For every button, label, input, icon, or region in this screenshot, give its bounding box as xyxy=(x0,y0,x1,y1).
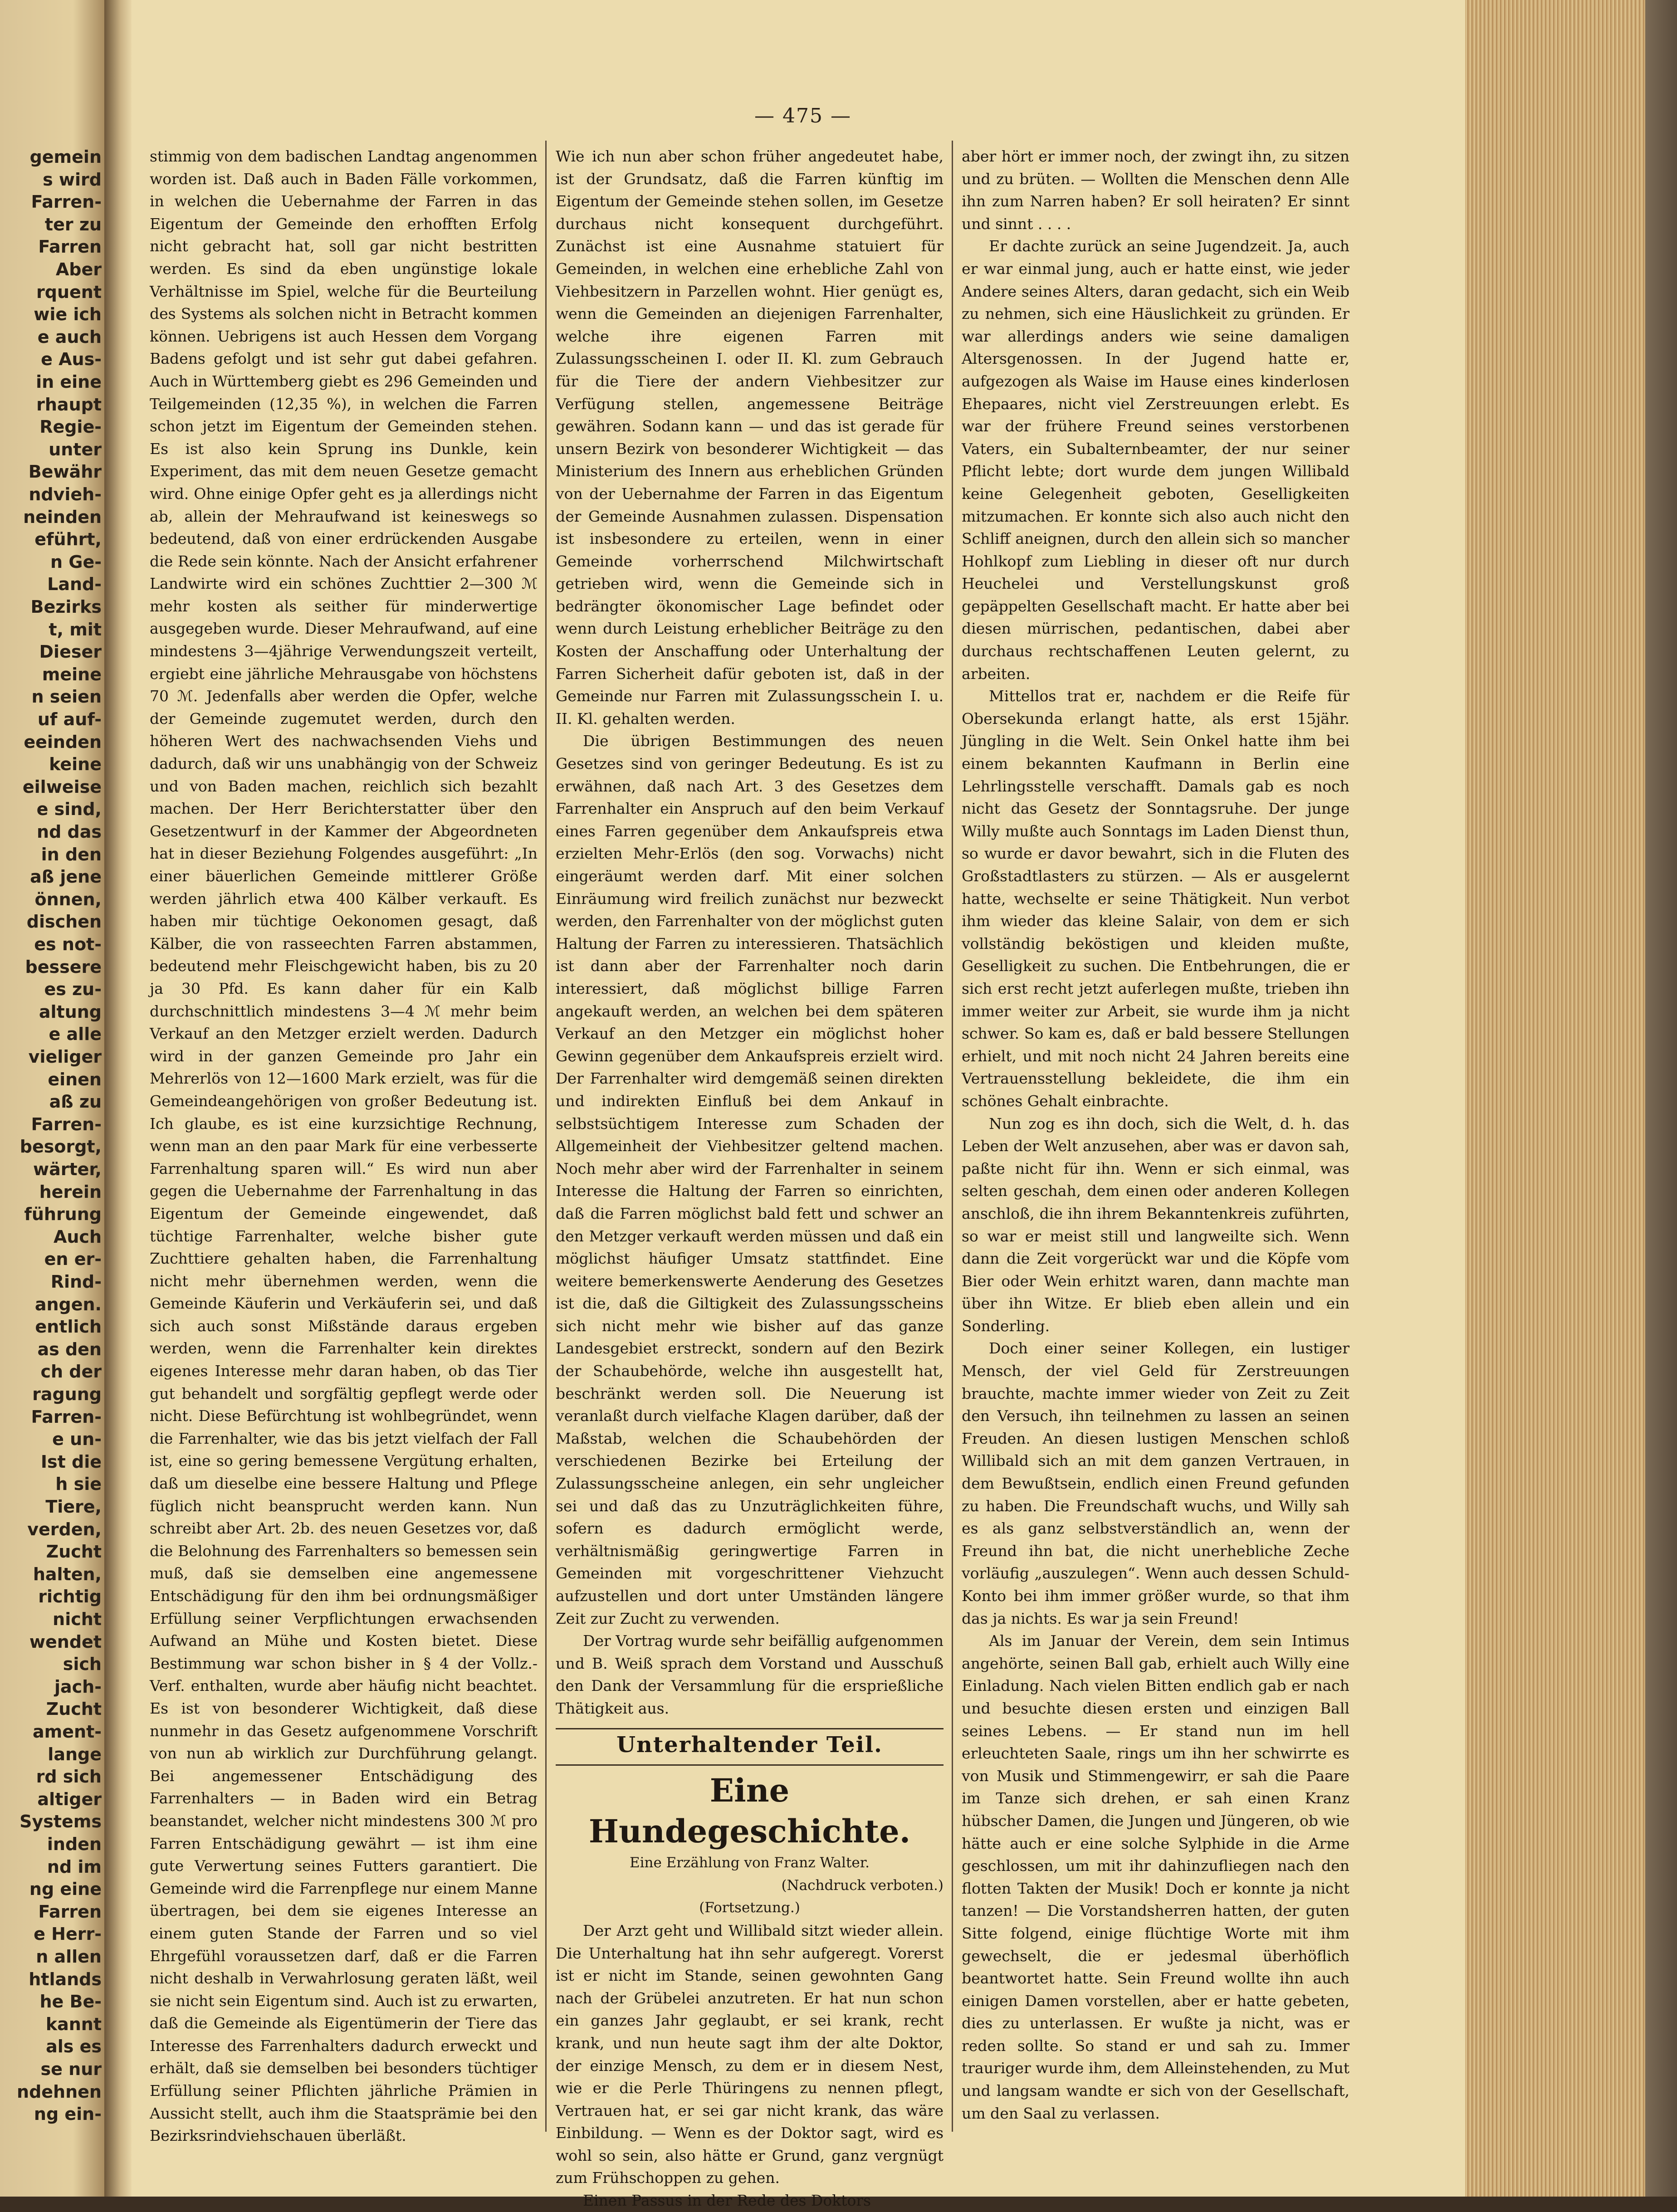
facing-page-fragment: neinden xyxy=(23,507,102,527)
reprint-note: (Nachdruck verboten.) xyxy=(781,1877,944,1894)
facing-page-fragment: aß zu xyxy=(49,1092,102,1112)
facing-page-fragment: wendet xyxy=(29,1631,102,1652)
newspaper-page xyxy=(132,0,1465,2210)
facing-page-fragment: nd im xyxy=(47,1856,102,1877)
facing-page-fragment: in eine xyxy=(36,372,102,392)
facing-page-fragment: inden xyxy=(47,1834,102,1854)
facing-page-fragment: Regie- xyxy=(39,417,102,437)
facing-page-fragment: ch der xyxy=(40,1362,102,1382)
facing-page-fragment: Zucht xyxy=(46,1542,102,1562)
facing-page-fragment: Ist die xyxy=(40,1451,102,1472)
facing-page-fragment: herein xyxy=(39,1182,102,1202)
facing-page-fragment: rd sich xyxy=(36,1767,102,1787)
facing-page-fragment: ter zu xyxy=(44,214,102,234)
facing-page-fragment: önnen, xyxy=(34,889,102,909)
paragraph: Wie ich nun aber schon früher angedeutet habe, ist der Grundsatz, daß die Farren künftig im Eigentum der Gemeinde stehen sollen, im Gesetze durchaus nicht konsequent durchgeführt. Zunächst ist eine Ausnahme statuiert für Gemeinden, in welchen eine erhebliche Zahl von Viehbesitzern in Parzellen wohnt. Hier genügt es, wenn die Gemeinden an diejenigen Farrenhalter, welche ihre eigenen Farren mit Zulassungsscheinen I. oder II. Kl. zum Gebrauch für die Tiere der andern Viehbesitzer zur Verfügung stellen, angemessene Beiträge gewähren. Sodann kann — und das ist gerade für unsern Bezirk von besonderer Wichtigkeit — das Ministerium des Innern aus erheblichen Gründen von der Uebernahme der Farren in das Eigentum der Gemeinde Ausnahmen zulassen. Dispensation ist insbesondere zu erteilen, wenn in einer Gemeinde vorherrschend Milchwirtschaft getrieben wird, wenn die Gemeinde sich in bedrängter ökonomischer Lage befindet oder wenn durch Leistung erheblicher Beiträge zu den Kosten der Anschaffung oder Unterhaltung der Farren Sicherheit dafür geboten ist, daß in der Gemeinde nur Farren mit Zulassungsschein I. u. II. Kl. gehalten werden. xyxy=(556,147,944,728)
facing-page-fragment: Aber xyxy=(55,259,102,279)
facing-page-fragment: wie ich xyxy=(34,304,102,325)
facing-page-fragment: e un- xyxy=(52,1429,102,1450)
paragraph: Einen Passus in der Rede des Doktors xyxy=(583,2192,871,2210)
facing-page-fragment: vieliger xyxy=(28,1047,102,1067)
facing-page-fragment: es zu- xyxy=(44,979,102,1000)
column-rule xyxy=(545,141,547,2132)
facing-page-fragment: Dieser xyxy=(39,642,102,662)
facing-page-fragment: kannt xyxy=(45,2014,102,2034)
facing-page-fragment: bessere xyxy=(25,957,102,977)
paragraph: Als im Januar der Verein, dem sein Intimus angehörte, seinen Ball gab, erhielt auch Willy eine Einladung. Nach vielen Bitten endlich gab er nach und besuchte diesen ersten und einzigen Ball seines Lebens. — Er stand nun im hell erleuchteten Saale, rings um ihn her schwirrte es von Musik und Stimmengewirr, er sah die Paare im Tanze sich drehen, er sah einen Kranz hübscher Damen, die Jungen und Jüngeren, ob wie hätte auch er eine solche Sylphide in die Arme geschlossen, um mit ihr dahinzufliegen nach den flotten Takten der Musik! Doch er konnte ja nicht tanzen! — Die Vorstandsherren hatten, der guten Sitte folgend, einige flüchtige Worte mit ihm gewechselt, die er jedesmal überhöflich beantwortet hatte. Sein Freund wollte ihn auch einigen Damen vorstellen, aber er hatte gebeten, dies zu unterlassen. Er wußte ja nicht, was er reden sollte. So stand er und sah zu. Immer trauriger wurde ihm, dem Alleinstehenden, zu Mut und langsam wandte er sich von der Gesellschaft, um den Saal zu verlassen. xyxy=(962,1632,1349,2122)
facing-page-fragment: Farren- xyxy=(31,192,102,212)
paragraph: Nun zog es ihn doch, sich die Welt, d. h. das Leben der Welt anzusehen, aber was er davon sah, paßte nicht für ihn. Wenn er sich einmal, was selten geschah, dem einen oder anderen Kollegen anschloß, die ihn ihrem Bekanntenkreis zuführten, so war er meist still und langweilte sich. Wenn dann die Zeit vorgerückt war und die Köpfe vom Bier oder Wein erhitzt waren, dann machte man über ihn Witze. Er blieb eben allein und ein Sonderling. xyxy=(962,1114,1349,1335)
book-page-stack xyxy=(1465,0,1677,2197)
facing-page-fragment: e auch xyxy=(37,327,102,347)
facing-page-fragment: Farren xyxy=(38,237,102,257)
facing-page-fragment: verden, xyxy=(27,1519,102,1539)
facing-page-fragment: e alle xyxy=(49,1024,102,1045)
facing-page-fragment: es not- xyxy=(34,934,102,954)
facing-page-fragment: dischen xyxy=(26,912,102,932)
facing-page-fragment: angen. xyxy=(34,1294,102,1314)
paragraph: Er dachte zurück an seine Jugendzeit. Ja, auch er war einmal jung, auch er hatte einst, wie jeder Andere seines Alters, daran gedacht, sich ein Weib zu nehmen, sich eine Häuslichkeit zu gründen. Er war allerdings anders wie seine damaligen Altersgenossen. In der Jugend hatte er, aufgezogen als Waise im Hause eines kinderlosen Ehepaares, nicht viel Zerstreuungen erlebt. Es war der frühere Freund seines verstorbenen Vaters, ein Subalternbeamter, der nur seiner Pflicht lebte; dort wurde dem jungen Willibald keine Gelegenheit geboten, Geselligkeiten mitzumachen. Er konnte sich also auch nicht den Schliff aneignen, durch den allein sich so mancher Hohlkopf zum Liebling in dieser oft nur durch Heuchelei und Verstellungskunst groß gepäppelten Gesellschaft macht. Er hatte aber bei diesen mürrischen, pedantischen, dabei aber durchaus rechtschaffenen Leuten gelernt, zu arbeiten. xyxy=(962,237,1349,683)
facing-page-fragment: in den xyxy=(41,844,102,864)
facing-page-fragment: Rind- xyxy=(50,1272,102,1292)
facing-page-fragment: eilweise xyxy=(22,776,102,797)
facing-page-edge xyxy=(0,0,104,2197)
column-3 xyxy=(962,145,1349,2132)
facing-page-fragment: se nur xyxy=(40,2059,102,2079)
facing-page-fragment: s wird xyxy=(43,169,102,190)
facing-page-fragment: Auch xyxy=(53,1226,102,1247)
facing-page-fragment: n allen xyxy=(36,1947,102,1967)
facing-page-fragment: sich xyxy=(63,1654,102,1675)
paragraph: Die übrigen Bestimmungen des neuen Gesetzes sind von geringer Bedeutung. Es ist zu erwähnen, daß nach Art. 3 des Gesetzes dem Farrenhalter ein Anspruch auf den beim Verkauf eines Farren gegenüber dem Ankaufspreis etwa erzielten Mehr-Erlös (den sog. Vorwachs) nicht eingeräumt werden darf. Mit einer solchen Einräumung wird freilich zunächst nur bezweckt werden, den Farrenhalter von der möglichst guten Haltung der Farren zu interessieren. Thatsächlich ist dann aber der Farrenhalter noch darin interessiert, daß möglichst billige Farren angekauft werden, an welchen bei dem späteren Verkauf an den Metzger ein möglichst hoher Gewinn gegenüber dem Ankaufspreis erzielt wird. Der Farrenhalter wird demgemäß seinen direkten und indirekten Einfluß bei dem Ankauf in selbstsüchtigem Interesse zum Schaden der Allgemeinheit der Viehbesitzer geltend machen. Noch mehr aber wird der Farrenhalter in seinem Interesse die Haltung der Farren so einrichten, daß die Farren möglichst bald fett und schwer an den Metzger verkauft werden müssen und daß ein möglichst häufiger Umsatz stattfindet. Eine weitere bemerkenswerte Aenderung des Gesetzes ist die, daß die Giltigkeit des Zulassungsscheins sich nicht mehr wie bisher auf das ganze Landesgebiet erstreckt, sondern auf den Bezirk der Schaubehörde, welche ihn ausgestellt hat, beschränkt werden soll. Die Neuerung ist veranlaßt durch vielfache Klagen darüber, daß der Maßstab, welchen die Schaubehörden der verschiedenen Bezirke bei Erteilung der Zulassungsscheine anlegen, ein sehr ungleicher sei und daß das zu Unzuträglichkeiten führe, sofern es dadurch ermöglicht werde, verhältnismäßig geringwertige Farren in Gemeinden mit vorgeschrittener Viehzucht aufzustellen und dort unter Umständen längere Zeit zur Zucht zu verwenden. xyxy=(556,732,944,1627)
column-rule xyxy=(952,141,953,2132)
facing-page-fragment: ragung xyxy=(32,1384,102,1404)
facing-page-fragment: Systems xyxy=(20,1812,102,1832)
facing-page-fragment: altiger xyxy=(37,1789,102,1809)
facing-page-fragment: en er- xyxy=(44,1249,102,1270)
facing-page-fragment: rquent xyxy=(36,282,102,302)
facing-page-fragment: Farren- xyxy=(31,1406,102,1427)
section-title: Unterhaltender Teil. xyxy=(616,1732,883,1758)
facing-page-fragment: n Ge- xyxy=(50,552,102,572)
facing-page-fragment: eeinden xyxy=(24,732,102,752)
facing-page-fragment: wärter, xyxy=(33,1159,102,1179)
section-divider xyxy=(556,1728,944,1729)
column-1 xyxy=(150,145,538,2145)
facing-page-fragment: rhaupt xyxy=(36,394,102,415)
facing-page-fragment: halten, xyxy=(33,1564,102,1584)
facing-page-fragment: as den xyxy=(37,1339,102,1359)
facing-page-fragment: richtig xyxy=(38,1587,102,1607)
facing-page-fragment: ng ein- xyxy=(34,2104,102,2124)
facing-page-fragment: ng eine xyxy=(29,1879,102,1899)
book-cover-edge xyxy=(1645,0,1677,2197)
facing-page-fragment: he Be- xyxy=(39,1992,102,2012)
facing-page-fragment: meine xyxy=(42,664,102,684)
facing-page-fragment: nd das xyxy=(37,822,102,842)
story-title: Eine Hundegeschichte. xyxy=(588,1772,911,1851)
facing-page-fragment: einen xyxy=(48,1069,102,1089)
facing-page-fragment: e Aus- xyxy=(41,349,102,370)
facing-page-fragment: ndvieh- xyxy=(29,484,102,504)
facing-page-fragment: Bezirks xyxy=(30,597,102,617)
facing-page-fragment: unter xyxy=(49,439,102,459)
facing-page-fragment: uf auf- xyxy=(37,709,102,729)
facing-page-fragment: ament- xyxy=(33,1722,102,1742)
facing-page-fragment: Bewähr xyxy=(28,462,102,482)
paragraph: Mittellos trat er, nachdem er die Reife für Obersekunda erlangt hatte, als erst 15jähr. Jüngling in die Welt. Sein Onkel hatte ihm bei einem bekannten Kaufmann in Berlin eine Lehrlingsstelle verschafft. Damals gab es noch nicht das Gesetz der Sonntagsruhe. Der junge Willy mußte auch Sonntags im Laden Dienst thun, so wurde er davor bewahrt, sich in die Fluten des Großstadtlasters zu stürzen. — Als er ausgelernt hatte, wechselte er seine Thätigkeit. Nun verbot ihm wieder das kleine Salair, von dem er sich vollständig beköstigen und kleiden mußte, Geselligkeit zu suchen. Die Entbehrungen, die er sich erst recht jetzt auferlegen mußte, trieben ihn immer weiter zur Arbeit, sie wurde ihm ja nicht schwer. So kam es, daß er bald bessere Stellungen erhielt, und mit noch nicht 24 Jahren bereits eine Vertrauensstellung bekleidete, die ihm ein schönes Gehalt einbrachte. xyxy=(962,687,1349,1110)
facing-page-fragment: altung xyxy=(39,1001,102,1022)
facing-page-fragment: gemein xyxy=(29,147,102,167)
facing-page-fragment: eführt, xyxy=(34,529,102,550)
paragraph: stimmig von dem badischen Landtag angenommen worden ist. Daß auch in Baden Fälle vorkommen, in welchen die Uebernahme der Farren in das Eigentum der Gemeinde den erhofften Erfolg nicht gebracht hat, soll gar nicht bestritten werden. Es sind da eben ungünstige lokale Verhältnisse im Spiel, welche für die Beurteilung des Systems als solchen nicht in Betracht kommen können. Uebrigens ist auch Hessen dem Vorgang Badens gefolgt und ist sehr gut dabei gefahren. Auch in Württemberg giebt es 296 Gemeinden und Teilgemeinden (12,35 %), in welchen die Farren schon jetzt im Eigentum der Gemeinden stehen. Es ist also kein Sprung ins Dunkle, kein Experiment, das mit dem neuen Gesetze gemacht wird. Ohne einige Opfer geht es ja allerdings nicht ab, allein der Mehraufwand ist keineswegs so bedeutend, daß von einer erdrückenden Ausgabe die Rede sein könnte. Nach der Ansicht erfahrener Landwirte wird ein schönes Zuchttier 2—300 ℳ mehr kosten als seither für minderwertige ausgegeben wurde. Dieser Mehraufwand, auf eine mindestens 3—4jährige Verwendungszeit verteilt, ergiebt eine jährliche Mehrausgabe von höchstens 70 ℳ. Jedenfalls aber werden die Opfer, welche der Gemeinde zugemutet werden, durch den höheren Wert des nachwachsenden Viehs und dadurch, daß wir uns unabhängig von der Schweiz und von Baden machen, reichlich sich bezahlt machen. Der Herr Berichterstatter über den Gesetzentwurf in der Kammer der Abgeordneten hat in dieser Beziehung Folgendes ausgeführt: „In einer bäuerlichen Gemeinde mittlerer Größe werden jährlich etwa 400 Kälber verkauft. Es haben mir tüchtige Oekonomen gesagt, daß Kälber, die von rasseechten Farren abstammen, bedeutend mehr Fleischgewicht haben, bis zu 20 ja 30 Pfd. Es kann daher für ein Kalb durchschnittlich mindestens 3—4 ℳ mehr beim Verkauf an den Metzger erzielt werden. Dadurch wird in der ganzen Gemeinde pro Jahr ein Mehrerlös von 12—1600 Mark erzielt, was für die Gemeindeangehörigen von großer Bedeutung ist. Ich glaube, es ist eine kurzsichtige Rechnung, wenn man an den paar Mark für eine verbesserte Farrenhaltung sparen will.“ Es wird nun aber gegen die Uebernahme der Farrenhaltung in das Eigentum der Gemeinde eingewendet, daß tüchtige Farrenhalter, welche bisher gute Zuchttiere gehalten haben, die Farrenhaltung nicht mehr übernehmen werden, wenn die Gemeinde Käuferin und Verkäuferin sei, und daß sich auch sonst Mißstände daraus ergeben werden, wenn die Farrenhalter kein direktes eigenes Interesse mehr daran haben, ob das Tier gut behandelt und sorgfältig gepflegt werde oder nicht. Diese Befürchtung ist wohlbegründet, wenn die Farrenhalter, wie das bis jetzt vielfach der Fall ist, eine so gering bemessene Vergütung erhalten, daß um dieselbe eine bessere Haltung und Pflege füglich nicht beansprucht werden kann. Nun schreibt aber Art. 2b. des neuen Gesetzes vor, daß die Belohnung des Farrenhalters so bemessen sein muß, daß sie demselben eine angemessene Entschädigung für den ihm bei ordnungsmäßiger Erfüllung seiner Verpflichtungen erwachsenden Aufwand an Mühe und Kosten bietet. Diese Bestimmung war schon bisher in § 4 der Vollz.-Verf. enthalten, wurde aber häufig nicht beachtet. Es ist von besonderer Wichtigkeit, daß diese nunmehr in das Gesetz aufgenommene Vorschrift von nun ab wirklich zur Durchführung gelangt. Bei angemessener Entschädigung des Farrenhalters — in Baden wird ein Betrag beanstandet, welcher nicht mindestens 300 ℳ pro Farren Entschädigung gewährt — ist ihm eine gute Verwertung seines Futters garantiert. Die Gemeinde wird die Farrenpflege nur einem Manne übertragen, bei dem sie eigenes Interesse an einem guten Stande der Farren und so viel Ehrgefühl voraussetzen darf, daß er die Farren nicht deshalb in Verwahrlosung geraten läßt, weil sie nicht sein Eigentum sind. Auch ist zu erwarten, daß die Gemeinde als Eigentümerin der Tiere das Interesse des Farrenhalters dadurch erweckt und erhält, daß sie demselben bei besonders tüchtiger Erfüllung seiner Pflichten jährliche Prämien in Aussicht stellt, auch ihm die Staatsprämie bei den Bezirksrindviehschauen überläßt. xyxy=(150,147,538,2145)
book-gutter xyxy=(104,0,132,2197)
facing-page-fragment: n seien xyxy=(31,687,102,707)
facing-page-fragment: als es xyxy=(46,2036,102,2057)
facing-page-fragment: lange xyxy=(48,1744,102,1764)
facing-page-fragment: ndehnen xyxy=(17,2081,102,2102)
facing-page-fragment: e sind, xyxy=(36,799,102,820)
facing-page-fragment: nicht xyxy=(53,1609,102,1629)
facing-page-fragment: besorgt, xyxy=(20,1137,102,1157)
facing-page-fragment: führung xyxy=(24,1204,102,1225)
facing-page-fragment: Tiere, xyxy=(45,1497,102,1517)
facing-page-fragment: h sie xyxy=(55,1474,102,1494)
column-2 xyxy=(556,145,944,2210)
facing-page-fragment: Farren xyxy=(38,1901,102,1922)
paragraph: Der Arzt geht und Willibald sitzt wieder allein. Die Unterhaltung hat ihn sehr aufgeregt. Vorerst ist er nicht im Stande, seinen gewohnten Gang nach der Grübelei anzutreten. Er hat nun schon ein ganzes Jahr geglaubt, er sei krank, recht krank, und nun heute sagt ihm der alte Doktor, der einzige Mensch, zu dem er in diesem Nest, wie er die Perle Thüringens zu nennen pflegt, Vertrauen hat, er sei gar nicht krank, das wäre Einbildung. — Wenn es der Doktor sagt, wird es wohl so sein, also hätte er Grund, ganz vergnügt zum Frühschoppen zu gehen. xyxy=(556,1921,944,2187)
paragraph: Der Vortrag wurde sehr beifällig aufgenommen und B. Weiß sprach dem Vorstand und Ausschuß den Dank der Versammlung für die ersprießliche Thätigkeit aus. xyxy=(556,1632,944,1717)
facing-page-fragment: htlands xyxy=(29,1969,102,1989)
byline: Eine Erzählung von Franz Walter. xyxy=(629,1855,870,1871)
continuation-note: (Fortsetzung.) xyxy=(699,1899,800,1916)
facing-page-fragment: Land- xyxy=(47,574,102,595)
facing-page-fragment: keine xyxy=(49,754,102,775)
facing-page-fragment: aß jene xyxy=(30,867,102,887)
facing-page-fragment: Farren- xyxy=(31,1114,102,1134)
section-divider xyxy=(556,1764,944,1766)
facing-page-fragment: entlich xyxy=(35,1317,102,1337)
page-number: — 475 — xyxy=(754,104,851,127)
paragraph: aber hört er immer noch, der zwingt ihn, zu sitzen und zu brüten. — Wollten die Menschen denn Alle ihn zum Narren haben? Er soll heiraten? Er sinnt und sinnt . . . . xyxy=(962,147,1349,233)
facing-page-fragment: t, mit xyxy=(49,619,102,640)
facing-page-fragment: jach- xyxy=(54,1676,102,1697)
facing-page-fragment: Zucht xyxy=(46,1699,102,1719)
facing-page-fragment: e Herr- xyxy=(34,1924,102,1944)
paragraph: Doch einer seiner Kollegen, ein lustiger Mensch, der viel Geld für Zerstreuungen brauchte, machte immer wieder von Zeit zu Zeit den Versuch, ihn teilnehmen zu lassen an seinen Freuden. An diesen lustigen Menschen schloß Willibald sich an mit dem ganzen Vertrauen, in dem Bewußtsein, endlich einen Freund gefunden zu haben. Die Freundschaft wuchs, und Willy sah es als ganz selbstverständlich an, wenn der Freund ihn bat, die nicht unerhebliche Zeche vorläufig „auszulegen“. Wenn auch dessen Schuld-Konto bei ihm immer größer wurde, so that ihm das ja nichts. Es war ja sein Freund! xyxy=(962,1339,1349,1627)
